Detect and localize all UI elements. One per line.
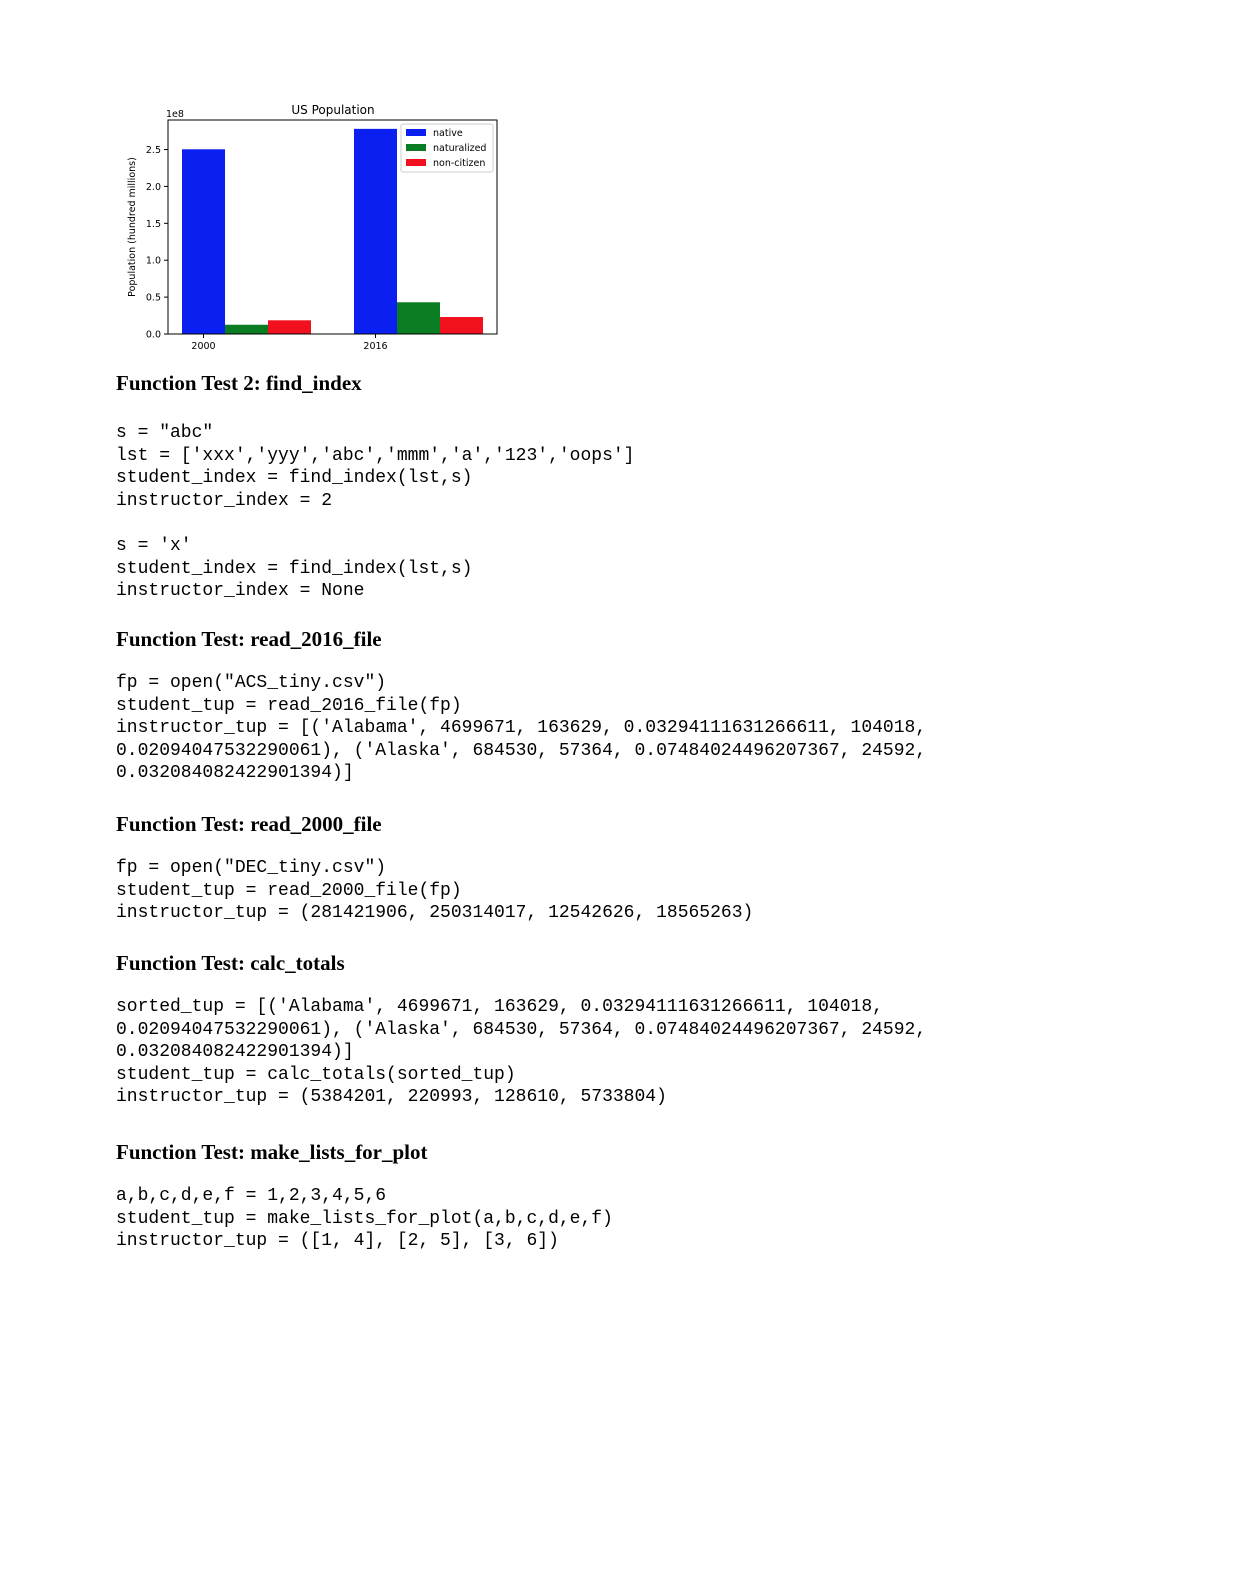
x-tick-label: 2016	[363, 341, 388, 352]
section-read-2000-file	[116, 811, 1116, 925]
section-heading: Function Test: calc_totals	[116, 951, 345, 975]
section-heading: Function Test: read_2016_file	[116, 627, 382, 651]
y-tick-label: 0.5	[145, 292, 161, 304]
y-tick-label: 2.5	[145, 145, 161, 157]
legend-swatch-naturalized	[406, 144, 426, 151]
code-block: fp = open("ACS_tiny.csv") student_tup = read_2016_file(fp) instructor_tup = [('Alabama', 4699671, 163629, 0.03294111631266611, 104018, 0.02094047532290061), ('Alaska', 684530, 57364, 0.07484024496207367, 24592, 0.032084082422901394)]	[116, 673, 927, 784]
section-heading: Function Test: read_2000_file	[116, 812, 382, 836]
code-block: fp = open("DEC_tiny.csv") student_tup = read_2000_file(fp) instructor_tup = (281421906, 250314017, 12542626, 18565263)	[116, 858, 754, 924]
y-tick-label: 1.5	[145, 218, 161, 230]
legend-label-non-citizen: non-citizen	[433, 158, 486, 169]
y-offset-label: 1e8	[166, 109, 184, 120]
section-heading: Function Test 2: find_index	[116, 371, 362, 395]
section-calc-totals	[116, 950, 1116, 1109]
code-block: s = "abc" lst = ['xxx','yyy','abc','mmm','a','123','oops'] student_index = find_index(lst,s) instructor_index = 2 s = 'x' student_index = find_index(lst,s) instructor_index = None	[116, 423, 635, 602]
bar-non-citizen-2000	[268, 320, 311, 334]
chart-title: US Population	[291, 103, 375, 117]
y-tick-label: 0.0	[145, 329, 161, 341]
bar-native-2000	[182, 149, 225, 334]
legend-swatch-native	[406, 129, 426, 136]
bar-native-2016	[354, 129, 397, 334]
legend-swatch-non-citizen	[406, 159, 426, 166]
x-ticks-group	[191, 334, 387, 352]
code-block: a,b,c,d,e,f = 1,2,3,4,5,6 student_tup = make_lists_for_plot(a,b,c,d,e,f) instructor_tup = ([1, 4], [2, 5], [3, 6])	[116, 1186, 613, 1252]
x-tick-label: 2000	[191, 341, 216, 352]
section-find-index	[116, 370, 1116, 603]
section-make-lists-for-plot	[116, 1139, 1116, 1253]
y-tick-label: 1.0	[145, 255, 161, 267]
chart-svg	[118, 96, 518, 358]
legend	[401, 124, 493, 172]
legend-label-native: native	[433, 128, 463, 139]
bar-non-citizen-2016	[440, 317, 483, 334]
legend-label-naturalized: naturalized	[433, 143, 487, 154]
bar-naturalized-2016	[397, 302, 440, 334]
y-tick-label: 2.0	[145, 181, 161, 193]
bar-naturalized-2000	[225, 325, 268, 334]
section-read-2016-file	[116, 626, 1116, 785]
y-ticks-group	[146, 145, 168, 340]
section-heading: Function Test: make_lists_for_plot	[116, 1140, 428, 1164]
y-axis-label: Population (hundred millions)	[127, 157, 138, 297]
code-block: sorted_tup = [('Alabama', 4699671, 163629, 0.03294111631266611, 104018, 0.02094047532290061), ('Alaska', 684530, 57364, 0.07484024496207367, 24592, 0.032084082422901394)] student_tup = calc_totals(sorted_tup) instructor_tup = (5384201, 220993, 128610, 5733804)	[116, 997, 927, 1108]
us-population-chart	[118, 96, 518, 358]
